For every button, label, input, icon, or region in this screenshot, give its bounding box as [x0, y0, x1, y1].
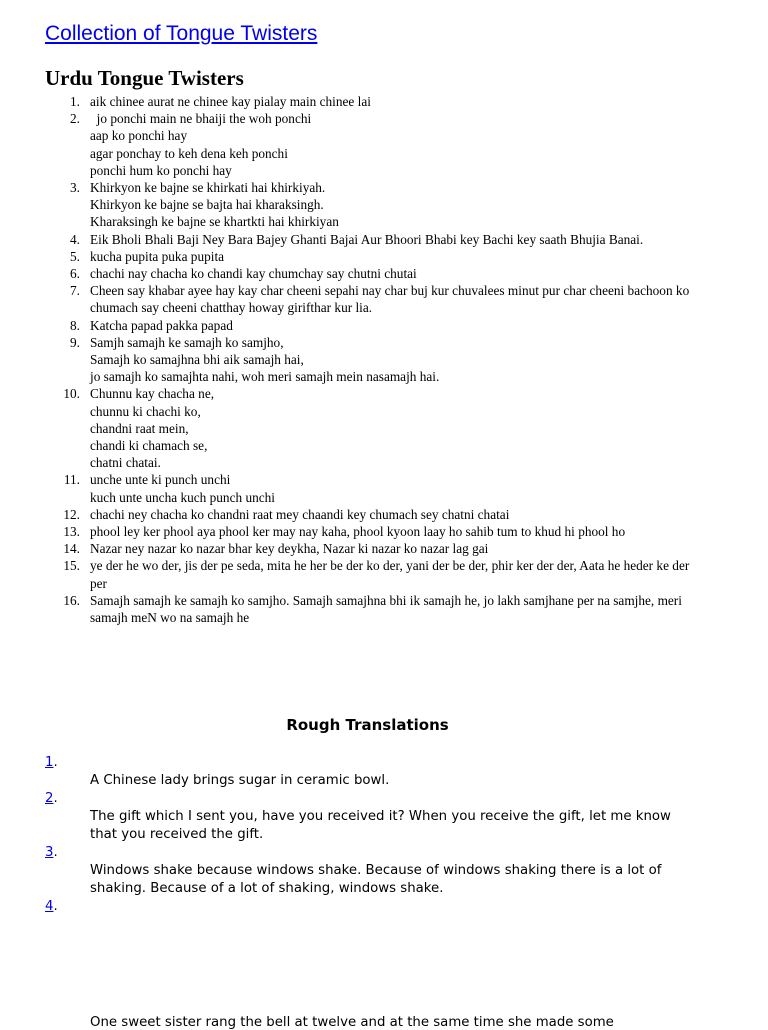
twister-line: Khirkyon ke bajne se khirkati hai khirkiyah. [90, 180, 326, 196]
twister-line: phool ley ker phool aya phool ker may nay kaha, phool kyoon laay ho sahib tum to khud hi phool ho [90, 524, 626, 540]
twister-item [0, 282, 768, 316]
twister-line: jo ponchi main ne bhaiji the woh ponchi [90, 111, 312, 127]
translation-item [0, 790, 768, 844]
translation-text: The gift which I sent you, have you received it? When you receive the gift, let me know that you received the gift. [90, 809, 671, 842]
twister-number: 5. [70, 248, 80, 264]
twister-line: agar ponchay to keh dena keh ponchi [90, 145, 288, 161]
twister-number: 2. [70, 111, 80, 127]
twister-item [0, 248, 768, 265]
twister-item [0, 334, 768, 386]
twister-number: 16. [63, 592, 80, 608]
twister-number: 13. [63, 524, 80, 540]
twister-item [0, 231, 768, 248]
twister-number: 15. [63, 558, 80, 574]
twister-number: 6. [70, 266, 80, 282]
translation-number: 3. [45, 845, 58, 860]
translation-4-text-partial: One sweet sister rang the bell at twelve and at the same time she made some [90, 1015, 614, 1030]
twister-line: chunnu ki chachi ko, [90, 403, 201, 419]
twister-number: 9. [70, 334, 80, 350]
translation-link[interactable]: 4 [45, 899, 54, 914]
twister-number: 7. [70, 283, 80, 299]
translation-link[interactable]: 2 [45, 791, 54, 806]
twister-line: unche unte ki punch unchi [90, 472, 231, 488]
twister-line: Katcha papad pakka papad [90, 317, 233, 333]
twister-item [0, 523, 768, 540]
twister-line: Samjh samajh ke samajh ko samjho, [90, 334, 284, 350]
twister-line: chandi ki chamach se, [90, 438, 208, 454]
twister-item [0, 317, 768, 334]
twister-item [0, 592, 768, 626]
twister-line: kuch unte uncha kuch punch unchi [90, 489, 275, 505]
translations-title: Rough Translations [286, 716, 449, 734]
twister-line: chachi nay chacha ko chandi kay chumchay say chutni chutai [90, 266, 417, 282]
twister-item [0, 471, 768, 505]
page-title-link[interactable]: Collection of Tongue Twisters [45, 22, 318, 45]
translation-text: A Chinese lady brings sugar in ceramic bowl. [90, 773, 390, 788]
twister-line: chatni chatai. [90, 455, 161, 471]
twister-number: 4. [70, 231, 80, 247]
twister-line: Nazar ney nazar ko nazar bhar key deykha, Nazar ki nazar ko nazar lag gai [90, 541, 489, 557]
twister-number: 1. [70, 94, 80, 109]
twister-item [0, 265, 768, 282]
translation-number: 1. [45, 755, 58, 770]
twister-item [0, 110, 768, 179]
twister-line: Eik Bholi Bhali Baji Ney Bara Bajey Ghanti Bajai Aur Bhoori Bhabi key Bachi key saath Bhujia Banai. [90, 231, 644, 247]
twister-line: aap ko ponchi hay [90, 128, 188, 144]
twister-item [0, 385, 768, 471]
twister-number: 8. [70, 317, 80, 333]
twister-line: Chunnu kay chacha ne, [90, 386, 215, 402]
section-title: Urdu Tongue Twisters [45, 66, 244, 90]
twister-line: Kharaksingh ke bajne se khartkti hai khirkiyan [90, 214, 339, 230]
twister-line: kucha pupita puka pupita [90, 248, 225, 264]
twister-line: Khirkyon ke bajne se bajta hai kharaksingh. [90, 197, 324, 213]
twister-number: 12. [63, 506, 80, 522]
translation-number: 2. [45, 791, 58, 806]
twister-list [0, 93, 768, 626]
twister-line: chandni raat mein, [90, 420, 189, 436]
translation-link[interactable]: 1 [45, 755, 54, 770]
translation-number: 4. [45, 899, 58, 914]
twister-number: 10. [63, 386, 80, 402]
twister-line: Samajh samajh ke samajh ko samjho. Samajh samajhna bhi ik samajh he, jo lakh samjhane per na samjhe, meri samajh meN wo na samajh he [90, 592, 682, 626]
twister-line: Cheen say khabar ayee hay kay char cheeni sepahi nay char buj kur chuvalees minut pur char cheeni bachoon ko chumach say cheeni chatthay howay girifthar kur lia. [90, 283, 690, 316]
twister-item [0, 93, 768, 110]
twister-item [0, 557, 768, 591]
twister-line: ponchi hum ko ponchi hay [90, 162, 232, 178]
translation-item [0, 844, 768, 898]
translation-link[interactable]: 3 [45, 845, 54, 860]
twister-line: ye der he wo der, jis der pe seda, mita he her be der ko der, yani der be der, phir ker der der, Aata he heder ke der per [90, 558, 690, 591]
translation-item [0, 898, 768, 916]
twister-line: aik chinee aurat ne chinee kay pialay main chinee lai [90, 94, 371, 109]
translation-item [0, 754, 768, 790]
twister-number: 11. [63, 472, 80, 488]
translation-text: Windows shake because windows shake. Because of windows shaking there is a lot of shaking. Because of a lot of shaking, windows shake. [90, 863, 662, 896]
twister-line: Samajh ko samajhna bhi aik samajh hai, [90, 352, 304, 368]
twister-line: chachi ney chacha ko chandni raat mey chaandi key chumach sey chatni chatai [90, 506, 510, 522]
twister-item [0, 540, 768, 557]
twister-line: jo samajh ko samajhta nahi, woh meri samajh mein nasamajh hai. [90, 369, 440, 385]
twister-item [0, 506, 768, 523]
twister-item [0, 179, 768, 231]
twister-number: 14. [63, 541, 80, 557]
twister-number: 3. [70, 180, 80, 196]
translations-list [0, 754, 768, 916]
